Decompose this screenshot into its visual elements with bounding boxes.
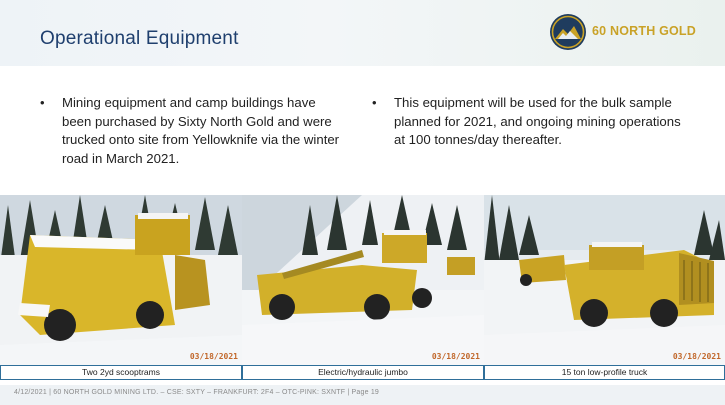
photo-strip <box>0 195 725 381</box>
company-logo <box>549 13 709 51</box>
logo-text: 60 NORTH GOLD <box>592 24 696 38</box>
slide-footer <box>0 385 725 405</box>
slide-title: Operational Equipment <box>40 28 239 49</box>
photo-scooptrams <box>0 195 242 365</box>
logo-emblem-icon <box>549 13 587 51</box>
photo-date-stamp: 03/18/2021 <box>189 352 238 361</box>
footer-text: 4/12/2021 | 60 NORTH GOLD MINING LTD. – CSE: SXTY – FRANKFURT: 2F4 – OTC-PINK: SXNTF | Page 19 <box>14 389 380 396</box>
bullet-text: Mining equipment and camp buildings have been purchased by Sixty North Gold and were trucked onto site from Yellowknife via the winter road in March 2021. <box>62 95 340 166</box>
bullet-symbol: • <box>372 95 377 110</box>
photo-caption: Electric/hydraulic jumbo <box>242 365 484 380</box>
photo-date-stamp: 03/18/2021 <box>431 352 480 361</box>
photo-date-stamp: 03/18/2021 <box>672 352 721 361</box>
photo-jumbo <box>242 195 484 365</box>
bullet-text: This equipment will be used for the bulk sample planned for 2021, and ongoing mining operations at 100 tonnes/day thereafter. <box>394 95 681 147</box>
photo-truck-image <box>484 195 725 365</box>
bullet-symbol: • <box>40 95 45 110</box>
photo-caption: 15 ton low-profile truck <box>484 365 725 380</box>
photo-caption: Two 2yd scooptrams <box>0 365 242 380</box>
slide-header <box>0 0 725 66</box>
photo-scooptrams-image <box>0 195 242 365</box>
photo-jumbo-image <box>242 195 484 365</box>
photo-truck <box>484 195 725 365</box>
